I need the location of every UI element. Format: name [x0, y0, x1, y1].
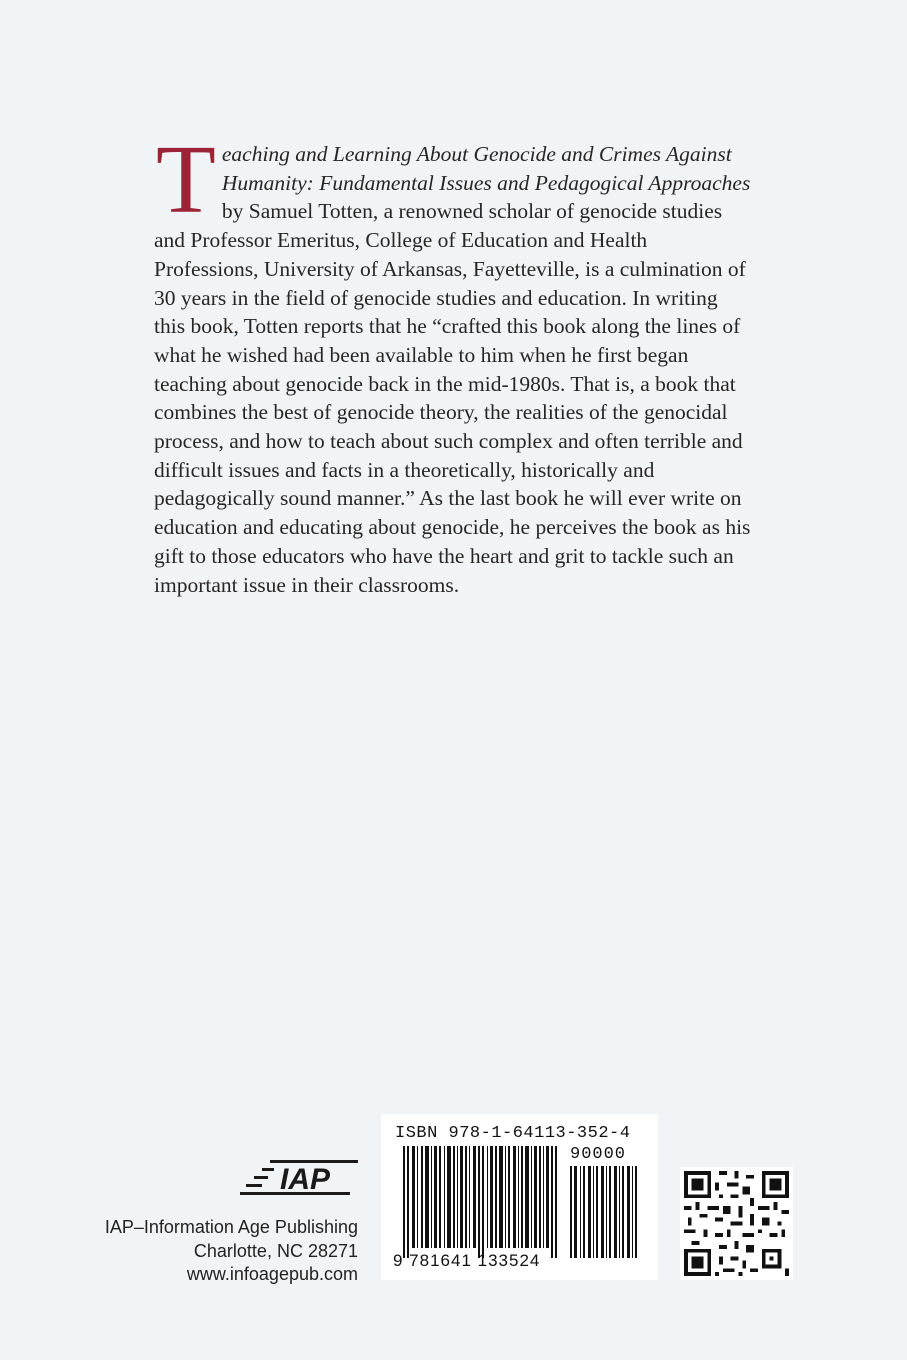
qr-code[interactable]	[680, 1167, 793, 1280]
drop-cap: T	[156, 126, 216, 234]
publisher-info	[90, 1216, 358, 1287]
addon-bars	[570, 1166, 640, 1258]
price-code-label: 90000	[570, 1145, 627, 1164]
book-title-italic: eaching and Learning About Genocide and Crimes Against Humanity: Fundamental Issues and Pedagogical Approaches	[221, 142, 751, 195]
publisher-name: IAP–Information Age Publishing	[104, 1217, 358, 1237]
ean-bars	[403, 1146, 563, 1258]
publisher-location: Charlotte, NC 28271	[193, 1240, 358, 1261]
ean-number: 9 781641 133524	[393, 1251, 541, 1270]
back-cover-blurb	[154, 126, 754, 599]
isbn-barcode	[381, 1114, 658, 1280]
iap-logo	[240, 1160, 360, 1198]
blurb-body: by Samuel Totten, a renowned scholar of genocide studies and Professor Emeritus, College of Education and Health Professions, University of Arkansas, Fayetteville, is a culmination of 30 years in the field of genocide studies and education. In writing this book, Totten reports that he “crafted this book along the lines of what he wished had been available to him when he first began teaching about genocide back in the mid-1980s. That is, a book that combines the best of genocide theory, the realities of the genocidal process, and how to teach about such complex and often terrible and difficult issues and facts in a theoretically, historically and pedagogically sound manner.” As the last book he will ever write on education and educating about genocide, he perceives the book as his gift to those educators who have the heart and grit to tackle such an important issue in their classrooms.	[154, 199, 751, 597]
publisher-website[interactable]: www.infoagepub.com	[186, 1264, 358, 1284]
logo-text: IAP	[280, 1163, 331, 1196]
isbn-label: ISBN 978-1-64113-352-4	[395, 1124, 631, 1143]
